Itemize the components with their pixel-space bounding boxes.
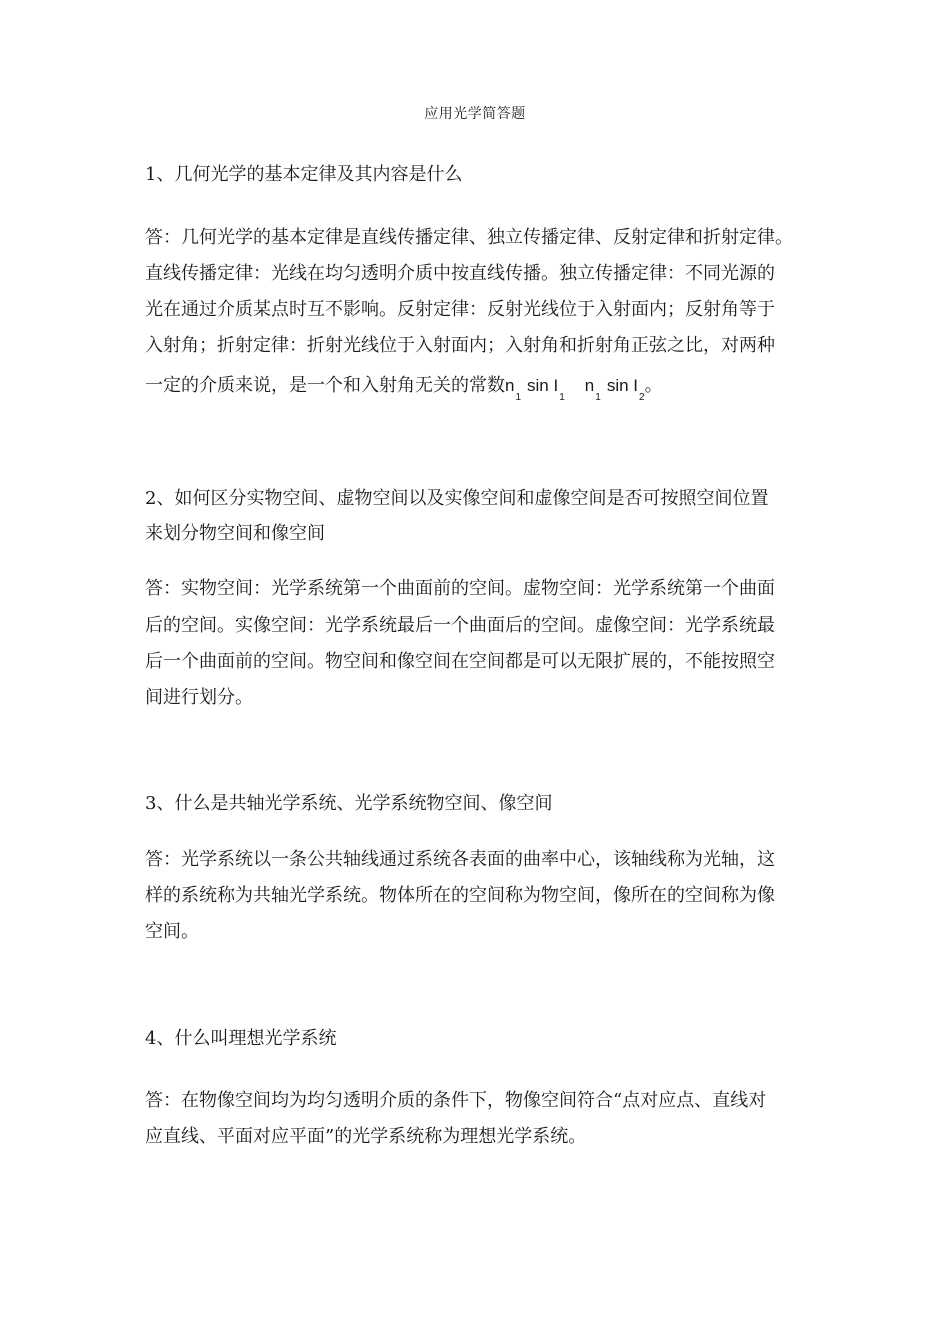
formula-n1-sub: 1 [515, 392, 522, 403]
answer-1-line-2: 直线传播定律：光线在均匀透明介质中按直线传播。独立传播定律：不同光源的 [145, 263, 775, 284]
answer-3-line-2: 样的系统称为共轴光学系统。物体所在的空间称为物空间，像所在的空间称为像 [145, 885, 775, 906]
answer-1-line-5 [145, 374, 825, 410]
formula-sin1: sin I [527, 376, 559, 395]
answer-1-line-4: 入射角；折射定律：折射光线位于入射面内；入射角和折射角正弦之比，对两种 [145, 335, 775, 356]
answer-2-line-4: 间进行划分。 [145, 687, 253, 708]
document-title: 应用光学简答题 [424, 106, 526, 122]
formula-n2: n [584, 376, 595, 395]
answer-4-line-1: 答：在物像空间均为均匀透明介质的条件下，物像空间符合“点对应点、直线对 [145, 1090, 767, 1111]
formula-sin1-sub: 1 [559, 392, 565, 403]
formula-end: 。 [644, 375, 663, 396]
answer-2-line-1: 答：实物空间：光学系统第一个曲面前的空间。虚物空间：光学系统第一个曲面 [145, 578, 775, 599]
answer-2-line-2: 后的空间。实像空间：光学系统最后一个曲面后的空间。虚像空间：光学系统最 [145, 615, 775, 636]
snell-formula [505, 374, 645, 410]
question-2-line-1: 2、如何区分实物空间、虚物空间以及实像空间和虚像空间是否可按照空间位置 [145, 488, 769, 509]
formula-sin2: sin I [606, 376, 638, 395]
answer-1-line-5-text: 一定的介质来说，是一个和入射角无关的常数 [145, 375, 505, 396]
formula-n2-sub: 1 [595, 392, 601, 403]
question-2-line-2: 来划分物空间和像空间 [145, 523, 325, 544]
formula-n1: n [505, 376, 515, 395]
question-1: 1、几何光学的基本定律及其内容是什么 [145, 164, 463, 185]
question-3: 3、什么是共轴光学系统、光学系统物空间、像空间 [145, 793, 553, 814]
answer-2-line-3: 后一个曲面前的空间。物空间和像空间在空间都是可以无限扩展的，不能按照空 [145, 651, 775, 672]
answer-1-line-3: 光在通过介质某点时互不影响。反射定律：反射光线位于入射面内；反射角等于 [145, 299, 775, 320]
question-4: 4、什么叫理想光学系统 [145, 1028, 337, 1049]
answer-4-line-2: 应直线、平面对应平面”的光学系统称为理想光学系统。 [145, 1126, 587, 1147]
answer-1-line-1: 答：几何光学的基本定律是直线传播定律、独立传播定律、反射定律和折射定律。 [145, 227, 793, 248]
answer-3-line-1: 答：光学系统以一条公共轴线通过系统各表面的曲率中心，该轴线称为光轴，这 [145, 849, 775, 870]
formula-sin2-sub: 2 [639, 392, 645, 403]
answer-3-line-3: 空间。 [145, 921, 199, 942]
